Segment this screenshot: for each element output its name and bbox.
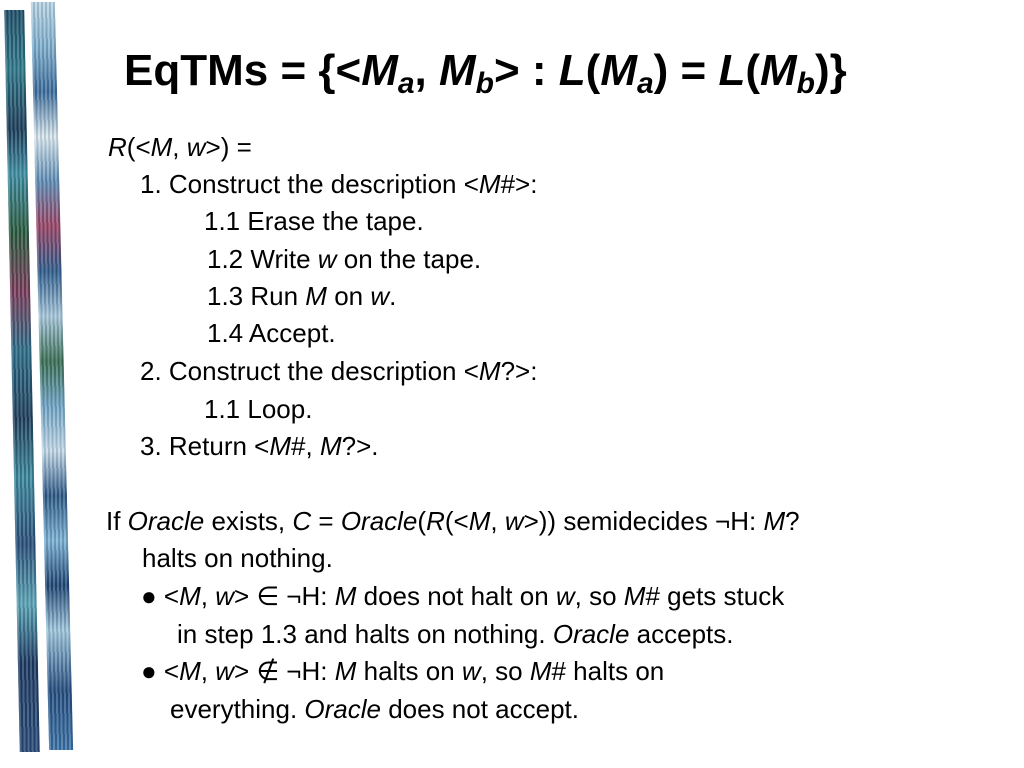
text: # gets stuck — [645, 581, 785, 611]
text: (< — [444, 506, 469, 536]
title-var-l: L — [718, 46, 746, 95]
text: exists, — [204, 506, 293, 536]
step-3 — [140, 429, 379, 463]
text: ● < — [141, 656, 180, 686]
bullet-in-not-h-continued — [177, 617, 733, 651]
text: > ∈ ¬H: — [234, 581, 335, 611]
text: # halts on — [551, 656, 665, 686]
var-oracle: Oracle — [552, 619, 630, 649]
text: , — [200, 581, 216, 611]
title-var-l: L — [558, 46, 586, 95]
text: ?>: — [500, 356, 538, 386]
text: ( — [417, 506, 427, 536]
text: halts on — [356, 656, 462, 686]
var-w: w — [186, 132, 206, 162]
var-m: M — [763, 506, 786, 536]
text: ● < — [141, 581, 180, 611]
var-m: M — [179, 581, 201, 611]
text: accepts. — [629, 619, 734, 649]
oracle-claim-continued — [142, 541, 333, 575]
var-w: w — [504, 506, 524, 536]
title-sub-a: a — [636, 67, 654, 100]
text: does not accept. — [380, 694, 580, 724]
var-c: C — [292, 506, 312, 536]
text: everything. — [170, 694, 305, 724]
text: 1.3 Run — [207, 281, 306, 311]
title-var-m: M — [760, 46, 797, 95]
step-1-4 — [207, 316, 336, 350]
title-var-m: M — [438, 46, 476, 95]
title-sub-b: b — [475, 67, 494, 100]
text: ? — [785, 506, 800, 536]
text: 3. Return < — [140, 431, 270, 461]
text: ?>. — [341, 431, 379, 461]
var-m: M — [269, 431, 292, 461]
var-m: M — [468, 506, 491, 536]
title-var-m: M — [361, 46, 398, 95]
text: >)) semidecides ¬H: — [523, 506, 764, 536]
text: 1.2 Write — [207, 244, 318, 274]
var-oracle: Oracle — [340, 506, 418, 536]
step-1-3 — [207, 279, 396, 313]
var-w: w — [555, 581, 575, 611]
var-m: M — [305, 281, 327, 311]
text: 1.1 Loop. — [204, 394, 313, 424]
bullet-in-not-h — [141, 579, 784, 613]
var-w: w — [317, 244, 337, 274]
text: 1. Construct the description < — [140, 169, 479, 199]
title-var-m: M — [600, 46, 637, 95]
text: on — [326, 281, 371, 311]
text: , so — [574, 581, 624, 611]
var-w: w — [370, 281, 390, 311]
var-m: M — [150, 132, 173, 162]
title-part: ( — [585, 46, 601, 95]
text: #, — [291, 431, 320, 461]
slide-title — [124, 40, 984, 102]
text: in step 1.3 and halts on nothing. — [177, 619, 553, 649]
text: on the tape. — [336, 244, 482, 274]
var-m: M — [334, 581, 357, 611]
title-part: EqTMs = {< — [124, 46, 362, 95]
title-part: ) = — [653, 46, 719, 95]
text: 1.4 Accept. — [207, 318, 336, 348]
var-m: M — [319, 431, 342, 461]
var-w: w — [215, 656, 235, 686]
title-part: ( — [745, 46, 760, 95]
text: 1.1 Erase the tape. — [204, 206, 424, 236]
title-part: > : — [493, 46, 559, 95]
var-oracle: Oracle — [127, 506, 205, 536]
var-r: R — [426, 506, 445, 536]
text: 2. Construct the description < — [140, 356, 479, 386]
step-1 — [140, 167, 537, 201]
var-oracle: Oracle — [304, 694, 381, 724]
title-part: , — [414, 46, 439, 95]
text: >) = — [205, 132, 252, 162]
var-r: R — [108, 132, 127, 162]
step-2 — [140, 354, 537, 388]
var-m: M — [334, 656, 357, 686]
text: , so — [480, 656, 530, 686]
step-1-1 — [204, 204, 424, 238]
var-m: M — [529, 656, 552, 686]
reduction-definition — [108, 130, 252, 164]
var-m: M — [478, 356, 501, 386]
text: > ∉ ¬H: — [234, 656, 335, 686]
step-1-2 — [207, 242, 481, 276]
oracle-claim — [106, 504, 800, 538]
text: = — [311, 506, 341, 536]
text: . — [389, 281, 397, 311]
text: , — [200, 656, 216, 686]
title-sub-b: b — [796, 67, 815, 100]
var-m: M — [179, 656, 201, 686]
var-w: w — [461, 656, 481, 686]
text: , — [490, 506, 505, 536]
text: does not halt on — [356, 581, 556, 611]
bullet-not-in-not-h — [141, 654, 664, 688]
var-m: M — [623, 581, 646, 611]
var-w: w — [215, 581, 235, 611]
var-m: M — [478, 169, 501, 199]
bullet-not-in-not-h-continued — [170, 692, 579, 726]
text: #>: — [500, 169, 538, 199]
text: (< — [126, 132, 151, 162]
text: halts on nothing. — [142, 543, 333, 573]
text: If — [106, 506, 128, 536]
title-sub-a: a — [397, 67, 415, 100]
text: , — [172, 132, 187, 162]
title-part: )} — [814, 46, 847, 95]
step-2-1 — [204, 392, 312, 426]
